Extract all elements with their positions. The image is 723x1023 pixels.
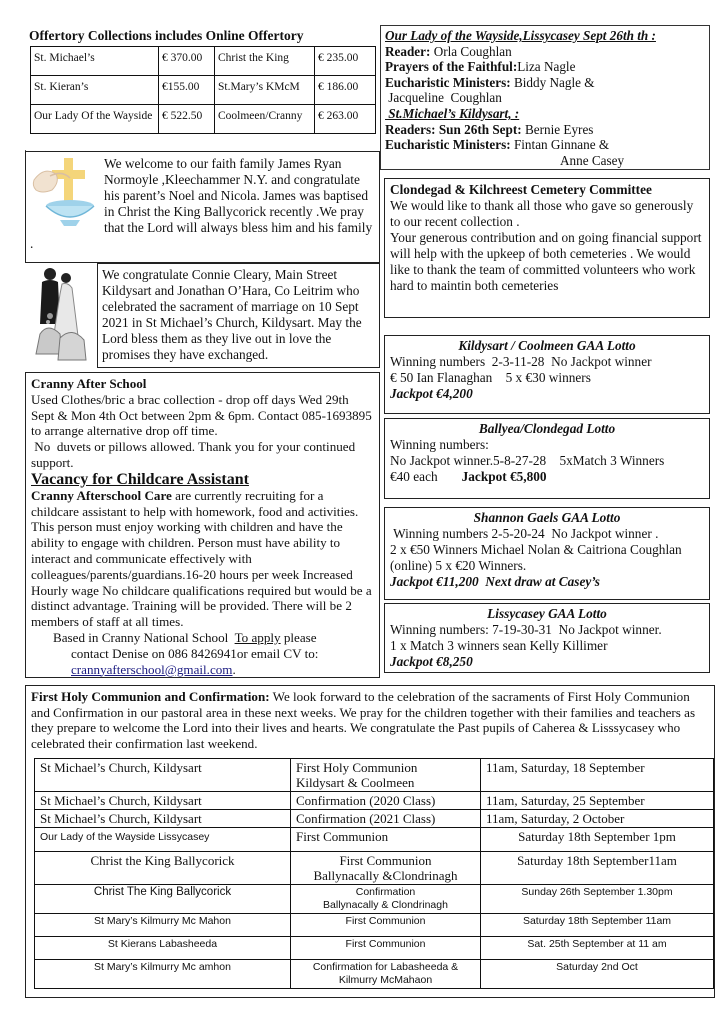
- time: Sat. 25th September at 11 am: [481, 937, 714, 960]
- ministers2-value-2: Anne Casey: [560, 152, 625, 168]
- amount: €155.00: [159, 76, 215, 105]
- table-row: [35, 810, 714, 828]
- cranny-after-school-section: [25, 372, 380, 678]
- afterschool-title: Cranny After School: [31, 376, 147, 391]
- table-row: [31, 76, 376, 105]
- cemetery-title: Clondegad & Kilchreest Cemetery Committee: [390, 182, 652, 197]
- ministers2-value: Fintan Ginnane &: [510, 137, 610, 153]
- time: 11am, Saturday, 25 September: [481, 792, 714, 810]
- vacancy-text: are currently recruiting for a childcare assistant to help with homework, food and activities. This person must enjoy working with children and have the ability to engage with children. Person must have ability to interact and communicate effectively with colleagues/parents/guardians.16-20 hours per week Increased Hourly wage No childcare qualifications required but would be a distinct advantage. Training will be provided. There will be 2 members of staff at all times.: [31, 487, 372, 630]
- cemetery-paragraph-2: Your generous contribution and on going financial support will help with the upkeep of both cemeteries . We would like to thank the team of committed volunteers who work hard to maintin both cemeteries: [390, 230, 702, 293]
- church-name: St.Mary’s KMcM: [215, 76, 315, 105]
- table-row: [35, 792, 714, 810]
- afterschool-paragraph-1: Used Clothes/bric a brac collection - drop off days Wed 29th Sept & Mon 4th Oct between 2pm & 6pm. Contact 085-1693895 to arrange alternative drop off time.: [31, 391, 372, 439]
- event: [291, 759, 481, 792]
- cemetery-committee-notice: [384, 178, 710, 318]
- table-row: [31, 47, 376, 76]
- ministers-value: Biddy Nagle &: [510, 74, 595, 90]
- baptism-announcement: [25, 151, 380, 263]
- ministers2-label: Eucharistic Ministers:: [385, 137, 511, 153]
- table-row: [35, 960, 714, 989]
- time: Saturday 18th September 11am: [481, 914, 714, 937]
- communion-confirmation-section: [25, 685, 715, 998]
- lotto-line: Winning numbers: 7-19-30-31 No Jackpot winner.: [390, 622, 662, 637]
- ministers-value-2: Jacqueline Coughlan: [385, 90, 502, 106]
- event: [291, 852, 481, 885]
- lotto-jackpot: Jackpot €11,200 Next draw at Casey’s: [390, 574, 600, 589]
- table-row: [35, 885, 714, 914]
- lotto-line: € 50 Ian Flanaghan 5 x €30 winners: [390, 370, 591, 385]
- church: Christ the King Ballycorick: [35, 852, 291, 885]
- church-name: Coolmeen/Cranny: [215, 105, 315, 134]
- event-line-2: Ballynacally & Clondrinagh: [323, 899, 448, 911]
- lotto-kildysart-coolmeen: [384, 335, 710, 414]
- church: St Kierans Labasheeda: [35, 937, 291, 960]
- amount: € 235.00: [315, 47, 376, 76]
- lotto-line: 2 x €50 Winners Michael Nolan & Caitriona Coughlan (online) 5 x €20 Winners.: [390, 542, 682, 573]
- time: Saturday 18th September11am: [481, 852, 714, 885]
- table-row: [35, 852, 714, 885]
- reader-label: Reader:: [385, 43, 431, 59]
- vacancy-lead: Cranny Afterschool Care: [31, 487, 172, 503]
- contact-text: contact Denise on 086 8426941or email CV to:: [71, 645, 319, 661]
- amount: € 522.50: [159, 105, 215, 134]
- event-line-1: First Holy Communion: [296, 760, 418, 775]
- church: Our Lady of the Wayside Lissycasey: [35, 828, 291, 852]
- time: Saturday 18th September 1pm: [481, 828, 714, 852]
- church: St Michael’s Church, Kildysart: [35, 810, 291, 828]
- offertory-section: [25, 25, 380, 150]
- church-name: Christ the King: [215, 47, 315, 76]
- amount: € 186.00: [315, 76, 376, 105]
- reader-value: Orla Coughlan: [430, 43, 512, 59]
- communion-lead: First Holy Communion and Confirmation:: [31, 689, 270, 704]
- church: Christ The King Ballycorick: [35, 885, 291, 914]
- lotto-shannon-gaels: [384, 507, 710, 600]
- church-name: Our Lady Of the Wayside: [31, 105, 159, 134]
- afterschool-paragraph-2: No duvets or pillows allowed. Thank you for your continued support.: [31, 439, 359, 470]
- lissycasey-heading: Our Lady of the Wayside,Lissycasey Sept 26th th :: [385, 28, 656, 43]
- event-line-2: Kilmurry McMahaon: [338, 974, 433, 986]
- ministers-label: Eucharistic Ministers:: [385, 74, 511, 90]
- readers2-value: Bernie Eyres: [521, 121, 594, 137]
- time: Sunday 26th September 1.30pm: [481, 885, 714, 914]
- church: St Mary’s Kilmurry Mc amhon: [35, 960, 291, 989]
- lotto-line: Winning numbers 2-5-20-24 No Jackpot winner .: [390, 526, 659, 541]
- event: [291, 885, 481, 914]
- to-apply-link[interactable]: To apply: [234, 629, 281, 645]
- offertory-table: [30, 46, 376, 134]
- event: [291, 960, 481, 989]
- table-row: [35, 937, 714, 960]
- table-row: [35, 914, 714, 937]
- lotto-jackpot: Jackpot €4,200: [390, 386, 473, 401]
- event: First Communion: [291, 937, 481, 960]
- lotto-line: Winning numbers 2-3-11-28 No Jackpot winner: [390, 354, 652, 369]
- event-line-1: First Communion: [339, 853, 432, 868]
- lotto-title: Ballyea/Clondegad Lotto: [478, 421, 616, 436]
- event-line-2: Ballynacally &Clondrinagh: [313, 868, 458, 883]
- based-text: Based in Cranny National School: [53, 629, 235, 645]
- vacancy-title: Vacancy for Childcare Assistant: [31, 470, 249, 488]
- marriage-text: We congratulate Connie Cleary, Main Street Kildysart and Jonathan O’Hara, Co Leitrim who celebrated the sacrament of marriage on 10 Sept 2021 in St Michael’s Church, Kildysart. May the Lord bless them as they live out in love the promises they have exchanged.: [102, 267, 362, 362]
- prayers-value: Liza Nagle: [517, 59, 576, 75]
- marriage-announcement: [97, 263, 380, 368]
- cemetery-paragraph-1: We would like to thank all those who gave so generously to our recent collection .: [390, 198, 694, 229]
- lotto-jackpot: Jackpot €5,800: [461, 469, 547, 484]
- lotto-line: No Jackpot winner.5-8-27-28 5xMatch 3 Winners: [390, 453, 665, 468]
- lotto-line: Winning numbers:: [390, 437, 489, 452]
- wedding-couple-bells-icon: [28, 264, 96, 368]
- lotto-line: 1 x Match 3 winners sean Kelly Killimer: [390, 638, 608, 653]
- table-row: [35, 759, 714, 792]
- event: First Communion: [291, 914, 481, 937]
- church: St Mary’s Kilmurry Mc Mahon: [35, 914, 291, 937]
- church: St Michael’s Church, Kildysart: [35, 792, 291, 810]
- kildysart-heading: St.Michael’s Kildysart, :: [385, 105, 520, 121]
- event-line-1: Confirmation for Labasheeda &: [312, 961, 459, 973]
- readers-ministers-section: [380, 25, 710, 170]
- email-after: .: [232, 661, 236, 677]
- event: Confirmation (2021 Class): [291, 810, 481, 828]
- lotto-line: €40 each: [390, 469, 438, 484]
- time: 11am, Saturday, 18 September: [481, 759, 714, 792]
- schedule-table: [34, 758, 714, 989]
- time: 11am, Saturday, 2 October: [481, 810, 714, 828]
- prayers-label: Prayers of the Faithful:: [385, 59, 518, 75]
- event: Confirmation (2020 Class): [291, 792, 481, 810]
- offertory-title: Offertory Collections includes Online Offertory: [29, 28, 304, 43]
- baptism-text: We welcome to our faith family James Ryan Normoyle ,Kleechammer N.Y. and congratulate his parent’s Noel and Nicola. James was baptised in Christ the King Ballycorick recently .We pray that the Lord will always bless him and his family .: [30, 156, 373, 251]
- amount: € 370.00: [159, 47, 215, 76]
- amount: € 263.00: [315, 105, 376, 134]
- time: Saturday 2nd Oct: [481, 960, 714, 989]
- church-name: St. Michael’s: [31, 47, 159, 76]
- church-name: St. Kieran’s: [31, 76, 159, 105]
- communion-text: We look forward to the celebration of the sacraments of First Holy Communion and Confirmation in our pastoral area in these next weeks. We pray for the children together with their families and teachers as they prepare to welcome the Lord into their lives and hearts. We congratulate the Past pupils of Caherea & Lisssycasey who celebrated their confirmation last weekend.: [31, 689, 696, 751]
- lotto-title: Lissycasey GAA Lotto: [487, 606, 607, 621]
- baptism-dove-cross-font-icon: [30, 156, 98, 228]
- lotto-ballyea-clondegad: [384, 418, 710, 499]
- event-line-2: Kildysart & Coolmeen: [296, 775, 415, 790]
- table-row: [35, 828, 714, 852]
- readers2-label: Readers: Sun 26th Sept:: [385, 121, 522, 137]
- lotto-lissycasey: [384, 603, 710, 673]
- apply-after: please: [280, 629, 317, 645]
- table-row: [31, 105, 376, 134]
- email-link[interactable]: crannyafterschool@gmail.com: [71, 661, 233, 677]
- event-line-1: Confirmation: [355, 886, 416, 898]
- lotto-jackpot: Jackpot €8,250: [390, 654, 473, 669]
- event: First Communion: [291, 828, 481, 852]
- lotto-title: Kildysart / Coolmeen GAA Lotto: [458, 338, 636, 353]
- church: St Michael’s Church, Kildysart: [35, 759, 291, 792]
- lotto-title: Shannon Gaels GAA Lotto: [473, 510, 621, 525]
